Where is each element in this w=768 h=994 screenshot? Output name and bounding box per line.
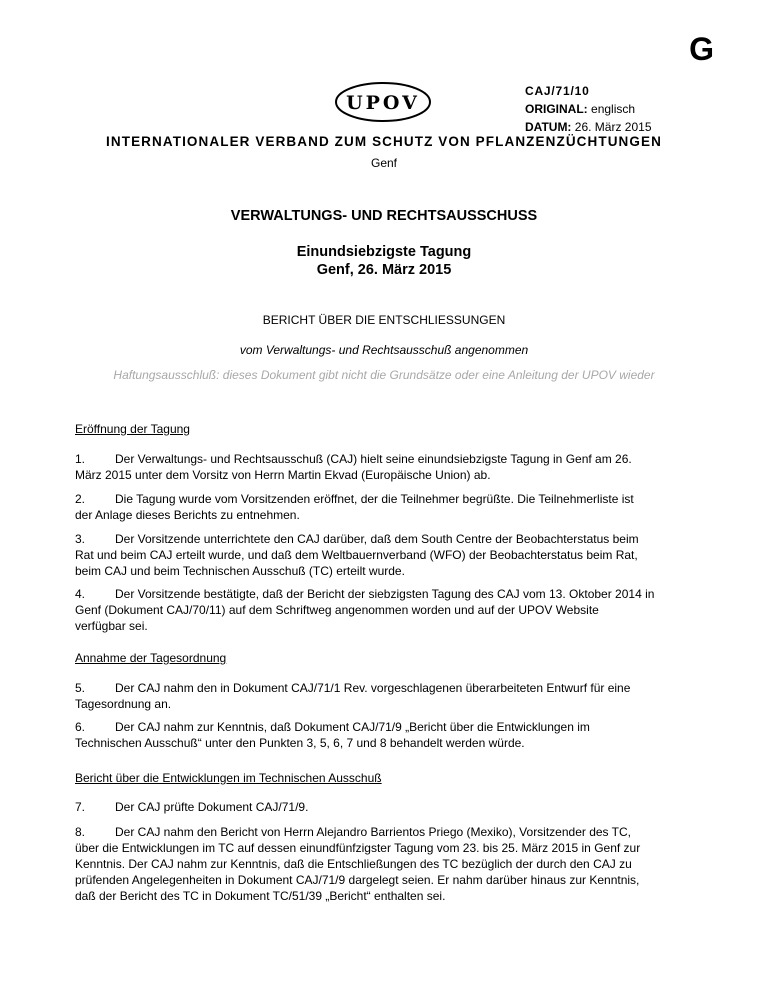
adopted-by: vom Verwaltungs- und Rechtsausschuß angenommen (239, 343, 529, 357)
paragraph (75, 799, 694, 815)
committee-title: VERWALTUNGS- UND RECHTSAUSSCHUSS (230, 208, 538, 224)
paragraph-line: März 2015 unter dem Vorsitz von Herrn Martin Ekvad (Europäische Union) ab. (75, 468, 491, 482)
paragraph-line: der Anlage dieses Berichts zu entnehmen. (75, 508, 300, 522)
paragraph-number: 2. (75, 492, 86, 506)
paragraph-line: über die Entwicklungen im TC auf dessen einundfünfzigster Tagung vom 23. bis 25. März 2015 in Genf zur (75, 841, 641, 855)
organization-name: INTERNATIONALER VERBAND ZUM SCHUTZ VON PFLANZENZÜCHTUNGEN (106, 134, 662, 149)
logo-text: UPOV (346, 92, 420, 114)
paragraph-line: Technischen Ausschuß“ unter den Punkten 3, 5, 6, 7 und 8 behandelt werden würde. (75, 736, 525, 750)
disclaimer: Haftungsausschluß: dieses Dokument gibt nicht die Grundsätze oder eine Anleitung der UPOV wieder (113, 368, 655, 382)
paragraph-line: 8. Der CAJ nahm den Bericht von Herrn Alejandro Barrientos Priego (Mexiko), Vorsitzender des TC, (75, 825, 632, 839)
language-letter: G (689, 31, 714, 67)
paragraph (75, 491, 694, 523)
paragraph (75, 451, 694, 483)
section-heading: Annahme der Tagesordnung (75, 651, 227, 665)
paragraph-line: beim CAJ und beim Technischen Ausschuß (TC) erteilt wurde. (75, 564, 405, 578)
paragraph-line: Kenntnis. Der CAJ nahm zur Kenntnis, daß die Entschließungen des TC bezüglich der durch den CAJ zu (75, 857, 632, 871)
session-line-1: Einundsiebzigste Tagung (296, 244, 472, 260)
report-title: BERICHT ÜBER DIE ENTSCHLIESSUNGEN (262, 313, 506, 327)
organization-city: Genf (370, 156, 397, 170)
original-value: englisch (591, 102, 636, 116)
original-label: ORIGINAL: (525, 102, 588, 116)
document-code: CAJ/71/10 (525, 84, 590, 98)
paragraph-number: 1. (75, 452, 86, 466)
paragraph (75, 680, 694, 712)
paragraph (75, 824, 694, 904)
paragraph-line: verfügbar sei. (75, 619, 148, 633)
paragraph-line: prüfenden Angelegenheiten in Dokument CAJ/71/9 dargelegt seien. Er nahm darüber hinaus zur Kenntnis, (75, 873, 640, 887)
paragraph-number: 7. (75, 800, 86, 814)
session-line-2: Genf, 26. März 2015 (316, 262, 452, 278)
date-label: DATUM: (525, 120, 572, 134)
date-value: 26. März 2015 (574, 120, 652, 134)
paragraph-number: 5. (75, 681, 86, 695)
paragraph-line: 3. Der Vorsitzende unterrichtete den CAJ darüber, daß dem South Centre der Beobachterstatus beim (75, 532, 639, 546)
session-title (0, 243, 768, 279)
section-heading: Eröffnung der Tagung (75, 422, 190, 436)
paragraph-line: 4. Der Vorsitzende bestätigte, daß der Bericht der siebzigsten Tagung des CAJ vom 13. Oktober 2014 in (75, 587, 655, 601)
paragraph (75, 531, 694, 579)
paragraph-number: 4. (75, 587, 86, 601)
paragraph-line: Tagesordnung an. (75, 697, 172, 711)
paragraph-line: Rat und beim CAJ erteilt wurde, und daß dem Weltbauernverband (WFO) der Beobachterstatus beim Rat, (75, 548, 638, 562)
paragraph (75, 586, 694, 634)
original-line (525, 100, 652, 118)
paragraph-number: 6. (75, 720, 86, 734)
paragraph-number: 8. (75, 825, 86, 839)
paragraph-line: 2. Die Tagung wurde vom Vorsitzenden eröffnet, der die Teilnehmer begrüßte. Die Teilnehmerliste ist (75, 492, 634, 506)
upov-logo (334, 81, 432, 123)
paragraph-line: 5. Der CAJ nahm den in Dokument CAJ/71/1 Rev. vorgeschlagenen überarbeiteten Entwurf für eine (75, 681, 631, 695)
paragraph-line: 1. Der Verwaltungs- und Rechtsausschuß (CAJ) hielt seine einundsiebzigste Tagung in Genf am 26. (75, 452, 632, 466)
paragraph-line: Genf (Dokument CAJ/70/11) auf dem Schriftweg angenommen worden und auf der UPOV Website (75, 603, 599, 617)
paragraph-number: 3. (75, 532, 86, 546)
paragraph-line: 7. Der CAJ prüfte Dokument CAJ/71/9. (75, 800, 309, 814)
document-meta (525, 82, 652, 136)
paragraph-line: daß der Bericht des TC in Dokument TC/51/39 „Bericht“ enthalten sei. (75, 889, 446, 903)
paragraph-line: 6. Der CAJ nahm zur Kenntnis, daß Dokument CAJ/71/9 „Bericht über die Entwicklungen im (75, 720, 590, 734)
section-heading: Bericht über die Entwicklungen im Technischen Ausschuß (75, 771, 382, 785)
paragraph (75, 719, 694, 751)
